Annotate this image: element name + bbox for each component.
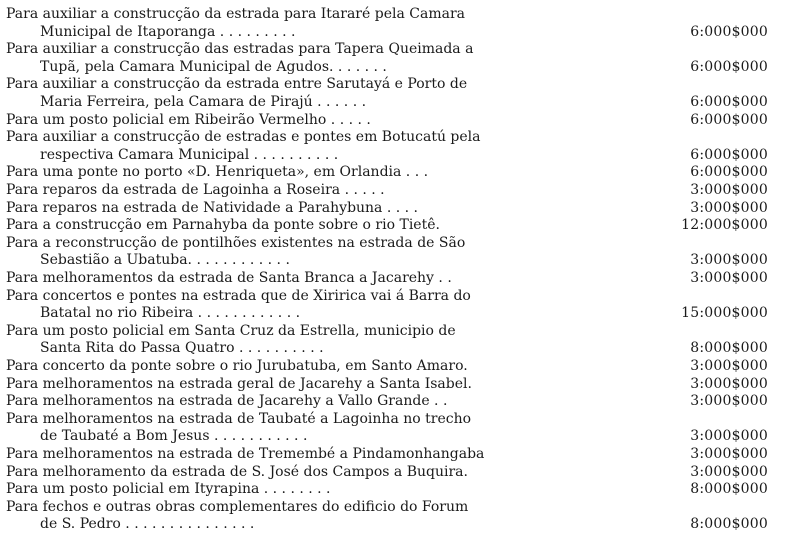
entry-line — [0, 270, 800, 287]
entry-amount: 3:000$000 — [690, 446, 768, 462]
entry-description: Para concerto da ponte sobre o rio Jurubatuba, em Santo Amaro. — [6, 358, 468, 374]
entry-description: Sebastião a Ubatuba. . . . . . . . . . . . — [40, 252, 290, 269]
entry-line — [0, 499, 800, 516]
entry-description: Para fechos e outras obras complementares do edificio do Forum — [6, 498, 469, 515]
entry-description: Para uma ponte no porto «D. Henriqueta», em Orlandia . . . — [6, 164, 429, 181]
entry-line — [0, 112, 800, 129]
entry-amount: 6:000$000 — [690, 164, 768, 181]
entry-description: Maria Ferreira, pela Camara de Pirajú . . . . . . — [40, 94, 367, 110]
entry-continuation-line — [0, 24, 800, 41]
entry-description: Para a construcção em Parnahyba da ponte sobre o rio Tietê. — [6, 217, 440, 234]
entry-description: Para auxiliar a construcção das estradas para Tapera Queimada a — [6, 41, 474, 58]
entry-description: Para melhoramentos na estrada de Tremembé a Pindamonhangaba — [6, 446, 485, 462]
entry-line — [0, 41, 800, 58]
entry-line — [0, 481, 800, 498]
entry-amount: 6:000$000 — [690, 23, 768, 40]
entry-continuation-line — [0, 305, 800, 322]
entry-continuation-line — [0, 428, 800, 445]
entry-amount: 6:000$000 — [690, 58, 768, 75]
entry-amount: 3:000$000 — [690, 393, 768, 410]
entry-line — [0, 164, 800, 181]
entry-continuation-line — [0, 340, 800, 357]
entry-line — [0, 235, 800, 252]
entry-description: de S. Pedro . . . . . . . . . . . . . . . — [40, 516, 255, 533]
entry-description: de Taubaté a Bom Jesus . . . . . . . . . . . — [40, 428, 308, 445]
entry-line — [0, 376, 800, 393]
entry-amount: 3:000$000 — [690, 358, 768, 374]
entry-description: Para auxiliar a construcção de estradas e pontes em Botucatú pela — [6, 129, 481, 146]
entry-description: Para melhoramentos na estrada geral de Jacarehy a Santa Isabel. — [6, 375, 472, 392]
entry-description: Para um posto policial em Santa Cruz da Estrella, municipio de — [6, 322, 456, 339]
entry-description: Para melhoramentos da estrada de Santa Branca a Jacarehy . . — [6, 270, 452, 286]
entry-amount: 3:000$000 — [690, 375, 768, 392]
entry-amount: 6:000$000 — [690, 94, 768, 110]
entry-line — [0, 464, 800, 481]
entry-amount: 8:000$000 — [690, 516, 768, 533]
entry-continuation-line — [0, 516, 800, 533]
entry-continuation-line — [0, 147, 800, 164]
entry-line — [0, 6, 800, 23]
entry-description: Batatal no rio Ribeira . . . . . . . . . . . . — [40, 305, 301, 322]
entry-description: Para melhoramento da estrada de S. José dos Campos a Buquira. — [6, 463, 468, 480]
entry-description: Para um posto policial em Ityrapina . . . . . . . . — [6, 481, 331, 498]
entry-description: Para um posto policial em Ribeirão Vermelho . . . . . — [6, 111, 371, 128]
entry-line — [0, 217, 800, 234]
entry-amount: 3:000$000 — [690, 270, 768, 286]
entry-line — [0, 393, 800, 410]
entry-amount: 3:000$000 — [690, 463, 768, 480]
entry-line — [0, 200, 800, 217]
entry-description: Para concertos e pontes na estrada que de Xiririca vai á Barra do — [6, 287, 471, 304]
entry-description: Para a reconstrucção de pontilhões existentes na estrada de São — [6, 234, 466, 251]
entry-amount: 8:000$000 — [690, 340, 768, 357]
entry-description: Santa Rita do Passa Quatro . . . . . . . . . . — [40, 340, 324, 357]
entry-amount: 15:000$000 — [681, 305, 768, 322]
entry-description: Para reparos da estrada de Lagoinha a Roseira . . . . . — [6, 182, 385, 198]
entry-description: respectiva Camara Municipal . . . . . . . . . . — [40, 146, 339, 163]
entry-description: Para auxiliar a construcção da estrada para Itararé pela Camara — [6, 6, 465, 22]
entry-continuation-line — [0, 252, 800, 269]
entry-line — [0, 323, 800, 340]
entry-amount: 3:000$000 — [690, 428, 768, 445]
entry-description: Para melhoramentos na estrada de Jacarehy a Vallo Grande . . — [6, 393, 448, 410]
entry-description: Para reparos na estrada de Natividade a Parahybuna . . . . — [6, 199, 419, 216]
entry-line — [0, 411, 800, 428]
entry-line — [0, 446, 800, 463]
entry-continuation-line — [0, 94, 800, 111]
entry-line — [0, 129, 800, 146]
entry-amount: 6:000$000 — [690, 146, 768, 163]
entry-amount: 3:000$000 — [690, 182, 768, 198]
entry-line — [0, 358, 800, 375]
entry-description: Para auxiliar a construcção da estrada entre Sarutayá e Porto de — [6, 76, 468, 93]
entry-amount: 12:000$000 — [681, 217, 768, 234]
entry-amount: 3:000$000 — [690, 199, 768, 216]
entry-description: Municipal de Itaporanga . . . . . . . . . — [40, 23, 296, 40]
entry-description: Tupã, pela Camara Municipal de Agudos. . . . . . . — [40, 58, 387, 75]
entry-line — [0, 76, 800, 93]
entry-continuation-line — [0, 59, 800, 76]
entry-line — [0, 288, 800, 305]
entry-amount: 6:000$000 — [690, 111, 768, 128]
entry-amount: 8:000$000 — [690, 481, 768, 498]
entry-line — [0, 182, 800, 199]
entry-amount: 3:000$000 — [690, 252, 768, 269]
entry-description: Para melhoramentos na estrada de Taubaté a Lagoinha no trecho — [6, 410, 472, 427]
